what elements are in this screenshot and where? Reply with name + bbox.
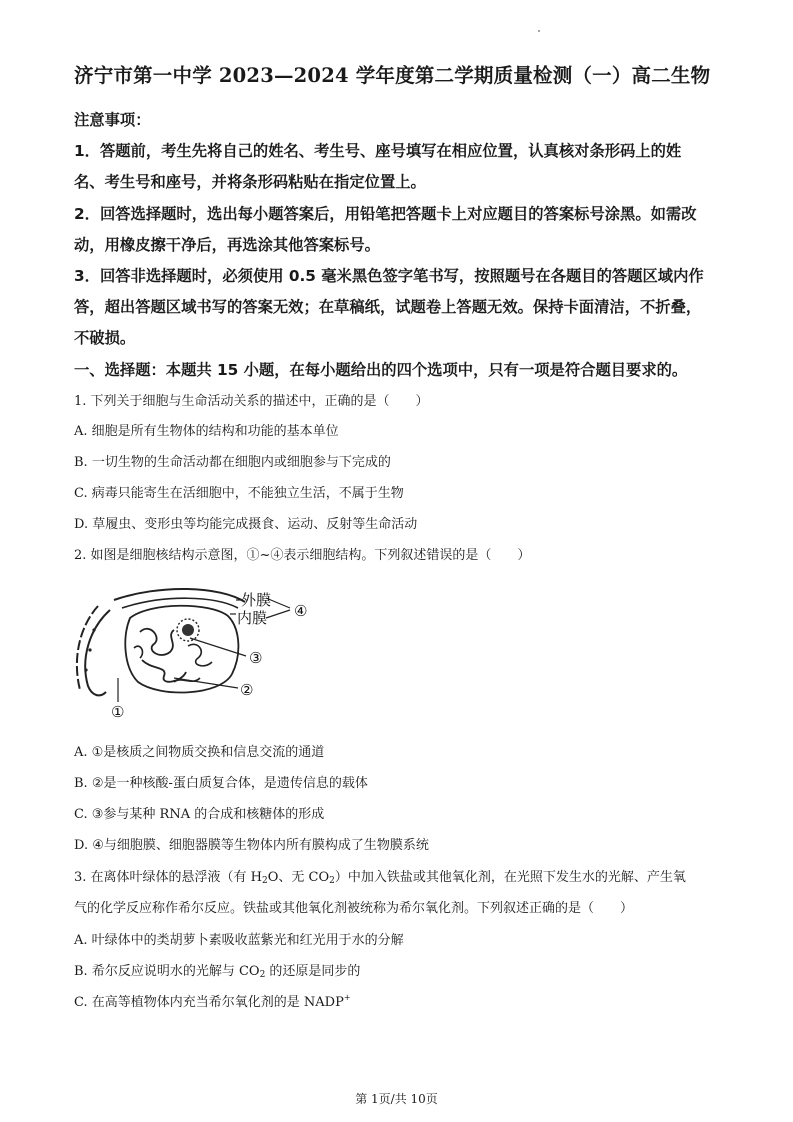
q3-option-c-part-1: C. 在高等植物体内充当希尔氧化剂的是 NADP xyxy=(74,995,344,1010)
q3-option-b xyxy=(74,960,360,980)
notice-item-2-line-2: 动，用橡皮擦干净后，再选涂其他答案标号。 xyxy=(74,236,380,254)
page-footer: 第 1页/共 10页 xyxy=(355,1092,438,1106)
fig-label-outer-membrane: 外膜 xyxy=(241,591,272,609)
q3-option-a: A. 叶绿体中的类胡萝卜素吸收蓝紫光和红光用于水的分解 xyxy=(74,933,404,948)
q3-stem-sub-2: 2 xyxy=(329,876,335,886)
q3-stem-part-2: O、无 CO xyxy=(267,870,330,885)
fig-label-4: ④ xyxy=(294,602,308,620)
nucleus-diagram-svg xyxy=(70,578,330,728)
q1-option-b: B. 一切生物的生命活动都在细胞内或细胞参与下完成的 xyxy=(74,455,391,470)
exam-title: 济宁市第一中学 2023—2024 学年度第二学期质量检测（一）高二生物 xyxy=(74,64,711,87)
q1-option-a: A. 细胞是所有生物体的结构和功能的基本单位 xyxy=(74,424,339,439)
q2-option-c: C. ③参与某种 RNA 的合成和核糖体的形成 xyxy=(74,807,325,822)
q1-option-d: D. 草履虫、变形虫等均能完成摄食、运动、反射等生命活动 xyxy=(74,517,418,532)
notice-item-3-line-3: 不破损。 xyxy=(74,329,136,347)
q3-stem-line-2: 气的化学反应称作希尔反应。铁盐或其他氧化剂被统称为希尔氧化剂。下列叙述正确的是（ ） xyxy=(74,901,634,916)
q3-option-b-sub: 2 xyxy=(259,970,266,980)
q3-option-b-part-2: 的还原是同步的 xyxy=(265,964,361,979)
notice-item-1-line-2: 名、考生号和座号，并将条形码粘贴在指定位置上。 xyxy=(74,173,426,191)
nucleus-diagram xyxy=(70,578,330,728)
q3-stem-sub-1: 2 xyxy=(262,876,268,886)
q1-stem: 1. 下列关于细胞与生命活动关系的描述中，正确的是（ ） xyxy=(74,394,429,409)
section-heading: 一、选择题：本题共 15 小题，在每小题给出的四个选项中，只有一项是符合题目要求的。 xyxy=(74,361,688,379)
q2-option-a: A. ①是核质之间物质交换和信息交流的通道 xyxy=(74,745,325,760)
scan-dot xyxy=(538,30,540,32)
q3-option-c-sup: + xyxy=(343,993,351,1002)
q2-option-b: B. ②是一种核酸-蛋白质复合体，是遗传信息的载体 xyxy=(74,776,368,791)
q3-stem-part-3: ）中加入铁盐或其他氧化剂，在光照下发生水的光解、产生氧 xyxy=(334,870,686,885)
fig-label-3: ③ xyxy=(249,649,263,667)
q1-option-c: C. 病毒只能寄生在活细胞中，不能独立生活，不属于生物 xyxy=(74,486,404,501)
fig-label-1: ① xyxy=(111,703,125,721)
q3-stem-part-1: 3. 在离体叶绿体的悬浮液（有 H xyxy=(74,870,263,885)
q2-stem: 2. 如图是细胞核结构示意图，①~④表示细胞结构。下列叙述错误的是（ ） xyxy=(74,548,531,563)
notice-item-3-line-2: 答，超出答题区域书写的答案无效；在草稿纸，试题卷上答题无效。保持卡面清洁，不折叠， xyxy=(74,298,702,316)
notice-item-3-line-1: 3．回答非选择题时，必须使用 0.5 毫米黑色签字笔书写，按照题号在各题目的答题区域内作 xyxy=(74,267,704,285)
notice-item-2-line-1: 2．回答选择题时，选出每小题答案后，用铅笔把答题卡上对应题目的答案标号涂黑。如需改 xyxy=(74,205,697,223)
q3-option-b-part-1: B. 希尔反应说明水的光解与 CO xyxy=(74,964,260,979)
fig-label-inner-membrane: 内膜 xyxy=(237,609,268,627)
q2-option-d: D. ④与细胞膜、细胞器膜等生物体内所有膜构成了生物膜系统 xyxy=(74,838,429,853)
notice-item-1-line-1: 1．答题前，考生先将自己的姓名、考生号、座号填写在相应位置，认真核对条形码上的姓 xyxy=(74,142,682,160)
fig-label-2: ② xyxy=(240,681,254,699)
notice-heading: 注意事项： xyxy=(74,111,151,129)
q3-stem-line-1 xyxy=(74,866,686,886)
q3-option-c xyxy=(74,991,351,1010)
